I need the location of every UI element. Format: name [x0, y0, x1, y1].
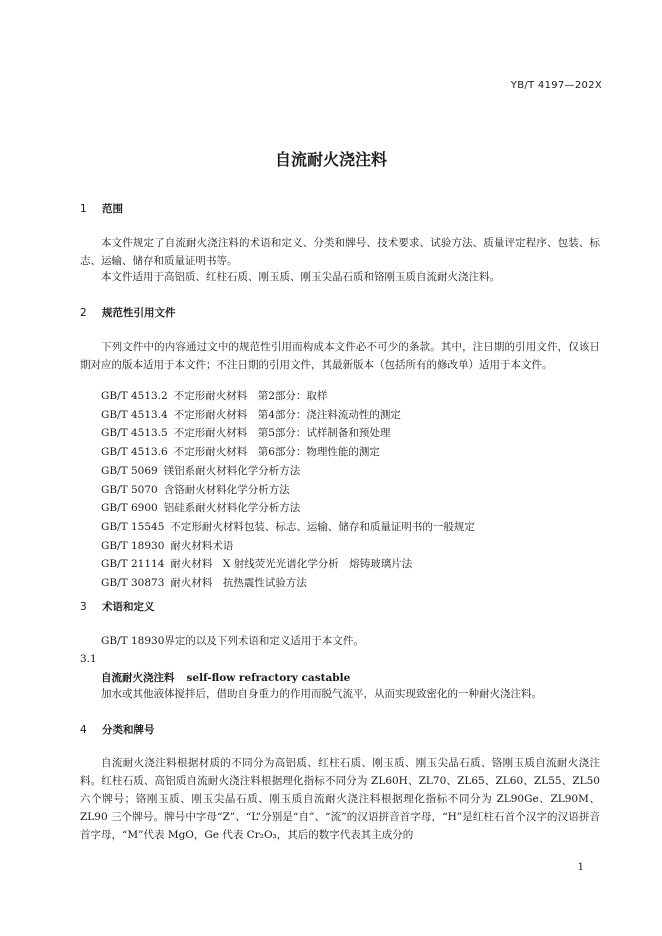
- reference-title: 不定形耐火材料 第4部分：浇注料流动性的测定: [173, 408, 401, 421]
- term-definition: 加水或其他液体搅拌后，借助自身重力的作用而脱气流平，从而实现致密化的一种耐火浇注料。: [101, 688, 542, 700]
- section-number: 2: [80, 307, 87, 319]
- term-name-chinese: 自流耐火浇注料: [101, 672, 175, 684]
- section-title: 分类和牌号: [102, 724, 155, 736]
- reference-code: GB/T 4513.6: [101, 446, 168, 459]
- reference-title: 不定形耐火材料 第6部分：物理性能的测定: [173, 446, 380, 459]
- reference-code: GB/T 5070: [101, 483, 158, 496]
- references-intro-paragraph: 下列文件中的内容通过文中的规范性引用而构成本文件必不可少的条款。其中，注日期的引用文件，仅该日期对应的版本适用于本文件；不注日期的引用文件，其最新版本（包括所有的修改单）适用于本文件。: [80, 341, 600, 371]
- reference-item: [101, 443, 475, 462]
- reference-title: 不定形耐火材料 第2部分：取样: [173, 390, 328, 402]
- section-heading-4: [80, 722, 155, 737]
- reference-item: [101, 555, 475, 574]
- term-number: 3.1: [80, 653, 97, 665]
- term-name-english: self-flow refractory castable: [186, 672, 351, 684]
- reference-item: [101, 462, 475, 481]
- section-number: 1: [80, 203, 87, 215]
- standard-code: YB/T 4197—202X: [510, 80, 602, 91]
- reference-title: 镁铝系耐火材料化学分析方法: [163, 464, 301, 477]
- section-number: 3: [80, 601, 87, 613]
- reference-item: [101, 481, 475, 500]
- reference-item: [101, 499, 475, 518]
- reference-title: 耐火材料 X 射线荧光光谱化学分析 熔铸玻璃片法: [170, 558, 413, 571]
- reference-title: 不定形耐火材料 第5部分：试样制备和预处理: [173, 427, 391, 440]
- section-number: 4: [80, 724, 87, 736]
- reference-code: GB/T 6900: [101, 502, 158, 515]
- term-name: [101, 670, 350, 685]
- reference-title: 铝硅系耐火材料化学分析方法: [163, 502, 301, 515]
- reference-code: GB/T 5069: [101, 464, 158, 477]
- reference-code: GB/T 4513.5: [101, 427, 168, 440]
- reference-title: 耐火材料 抗热震性试验方法: [170, 577, 307, 590]
- document-title: 自流耐火浇注料: [274, 150, 387, 169]
- reference-item: [101, 518, 475, 537]
- reference-title: 含铬耐火材料化学分析方法: [163, 483, 290, 496]
- reference-item: [101, 406, 475, 425]
- reference-title: 耐火材料术语: [170, 539, 234, 552]
- page-number: 1: [577, 862, 584, 873]
- reference-code: GB/T 21114: [101, 558, 165, 571]
- reference-list: [101, 387, 475, 593]
- section-heading-3: [80, 599, 155, 614]
- reference-item: [101, 387, 475, 406]
- reference-code: GB/T 18930: [101, 539, 165, 552]
- scope-paragraph-1: 本文件规定了自流耐火浇注料的术语和定义、分类和牌号、技术要求、试验方法、质量评定程序、包装、标志、运输、储存和质量证明书等。: [80, 237, 600, 267]
- reference-item: [101, 424, 475, 443]
- terms-intro-paragraph: GB/T 18930界定的以及下列术语和定义适用于本文件。: [101, 635, 364, 647]
- section-title: 规范性引用文件: [102, 307, 176, 319]
- section-title: 范围: [102, 203, 123, 215]
- classification-paragraph: 自流耐火浇注料根据材质的不同分为高铝质、红柱石质、刚玉质、刚玉尖晶石质、铬刚玉质自流耐火浇注料。红柱石质、高铝质自流耐火浇注料根据理化指标不同分为 ZL60H、ZL70、ZL65、ZL60、ZL55、ZL50 六个牌号；铬刚玉质、刚玉尖晶石质、刚玉质自流耐火浇注料根据理化指标不同分为 ZL90Ge、ZL90M、ZL90 三个牌号。牌号中字母“Z”、“L”分别是“自”、“流”的汉语拼音首字母，“H”是红柱石首个汉字的汉语拼音首字母，“M”代表 MgO，Ge 代表 Cr₂O₃，其后的数字代表其主成分的: [80, 757, 600, 841]
- section-heading-1: [80, 201, 123, 216]
- reference-code: GB/T 4513.2: [101, 390, 168, 402]
- reference-code: GB/T 4513.4: [101, 408, 168, 421]
- section-title: 术语和定义: [102, 601, 155, 613]
- reference-item: [101, 574, 475, 593]
- section-heading-2: [80, 305, 176, 320]
- scope-paragraph-2: 本文件适用于高铝质、红柱石质、刚玉质、刚玉尖晶石质和铬刚玉质自流耐火浇注料。: [101, 271, 500, 283]
- reference-code: GB/T 15545: [101, 520, 165, 533]
- reference-title: 不定形耐火材料包装、标志、运输、储存和质量证明书的一般规定: [170, 520, 475, 533]
- reference-code: GB/T 30873: [101, 577, 165, 590]
- reference-item: [101, 537, 475, 556]
